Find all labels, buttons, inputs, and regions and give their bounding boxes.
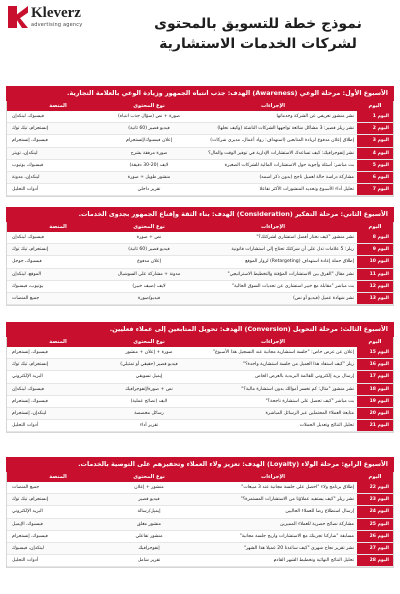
content-type-cell: لايف (20-30 دقيقة) bbox=[109, 159, 189, 171]
content-type-cell: فيديو قصير (حقيقي أو تمثيلي) bbox=[109, 359, 189, 371]
column-header-content-type: نوع المحتوى bbox=[109, 101, 189, 111]
table-row bbox=[7, 280, 393, 292]
day-cell: اليوم 5 bbox=[357, 159, 393, 171]
day-cell: اليوم 22 bbox=[357, 482, 393, 494]
column-header-procedure: الإجراءات bbox=[189, 472, 357, 482]
platform-cell: إنستجرام، تيك توك bbox=[7, 359, 109, 371]
column-header-platform: المنصة bbox=[7, 101, 109, 111]
table-row bbox=[7, 292, 393, 304]
procedure-cell: نشر ريلز "كيف يستفيد عملاؤنا من الاستشارات المستمرة؟" bbox=[189, 494, 357, 506]
column-header-platform: المنصة bbox=[7, 337, 109, 347]
platform-cell: إنستجرام، تيك توك bbox=[7, 123, 109, 135]
column-header-day: اليوم bbox=[357, 222, 393, 232]
table-row bbox=[7, 407, 393, 419]
table-row bbox=[7, 184, 393, 196]
content-type-cell: تقرير داخلي bbox=[109, 184, 189, 196]
platform-cell: لينكدإن، فيسبوك bbox=[7, 542, 109, 554]
content-type-cell: فيديو قصير (60 ثانية) bbox=[109, 244, 189, 256]
table-row bbox=[7, 159, 393, 171]
content-type-cell: إعلان فيسبوك/إنستجرام bbox=[109, 135, 189, 147]
procedure-cell: نشر ريلز قصير: 3 مشاكل شائعة تواجهها الشركات الناشئة (وكيف نحلها) bbox=[189, 123, 357, 135]
day-cell: اليوم 15 bbox=[357, 347, 393, 359]
platform-cell: جميع المنصات bbox=[7, 482, 109, 494]
procedure-cell: نشر مقال "الفرق بين الاستشارات المؤقتة والتخطيط الاستراتيجي" bbox=[189, 268, 357, 280]
stage-header: الأسبوع الثاني: مرحلة التفكير (Consideration) الهدف: بناء الثقة وإقناع الجمهور بجدوى الخدمات. bbox=[6, 207, 394, 222]
procedure-cell: إرسال استطلاع رضا للعملاء الحاليين bbox=[189, 506, 357, 518]
table-row bbox=[7, 555, 393, 567]
platform-cell: لينكدإن، تويتر bbox=[7, 147, 109, 159]
plan-table bbox=[7, 101, 393, 196]
day-cell: اليوم 8 bbox=[357, 232, 393, 244]
procedure-cell: إطلاق حملة إعادة استهداف (Retargeting) لزوار الموقع bbox=[189, 256, 357, 268]
day-cell: اليوم 7 bbox=[357, 184, 393, 196]
table-row bbox=[7, 482, 393, 494]
procedure-cell: نشر شهادة عميل (فيديو أو نص) bbox=[189, 292, 357, 304]
brand-name: Kleverz bbox=[31, 5, 81, 21]
content-type-cell: نص + صورة bbox=[109, 232, 189, 244]
procedure-cell: إعلان عن عرض خاص: "جلسة استشارية مجانية عند التسجيل هذا الأسبوع" bbox=[189, 347, 357, 359]
column-header-procedure: الإجراءات bbox=[189, 222, 357, 232]
table-row bbox=[7, 530, 393, 542]
day-cell: اليوم 16 bbox=[357, 359, 393, 371]
stage-header: الأسبوع الثالث: مرحلة التحويل (Conversion) الهدف: تحويل المتابعين إلى عملاء فعليين. bbox=[6, 322, 394, 337]
table-header-row bbox=[7, 101, 393, 111]
procedure-cell: ريلز: 5 علامات تدل على أن شركتك تحتاج إلى استشارات قانونية bbox=[189, 244, 357, 256]
procedure-cell: ريلز "كيف استفاد هذا العميل من جلسة استشارية واحدة؟" bbox=[189, 359, 357, 371]
content-type-cell: إعلان مدفوع bbox=[109, 256, 189, 268]
platform-cell: لينكدإن، مدونة bbox=[7, 171, 109, 183]
platform-cell: إنستجرام، تيك توك bbox=[7, 244, 109, 256]
platform-cell: فيسبوك، لينكدإن bbox=[7, 111, 109, 123]
stage-section bbox=[6, 457, 394, 568]
content-type-cell: إيميل تسويقي bbox=[109, 371, 189, 383]
table-row bbox=[7, 395, 393, 407]
header bbox=[0, 0, 400, 70]
platform-cell: فيسبوك، إنستجرام bbox=[7, 135, 109, 147]
stage-header: الأسبوع الأول: مرحلة الوعي (Awareness) الهدف: جذب انتباه الجمهور وزيادة الوعي بالعلامة التجارية. bbox=[6, 86, 394, 101]
procedure-cell: إرسال بريد إلكتروني للقائمة البريدية بالعرض الخاص bbox=[189, 371, 357, 383]
content-type-cell: فيديو قصير bbox=[109, 494, 189, 506]
column-header-procedure: الإجراءات bbox=[189, 337, 357, 347]
content-type-cell: صورة مرفقة بشرح bbox=[109, 147, 189, 159]
table-row bbox=[7, 347, 393, 359]
platform-cell: إنستجرام، تيك توك bbox=[7, 494, 109, 506]
table-row bbox=[7, 383, 393, 395]
table-header-row bbox=[7, 472, 393, 482]
platform-cell: أدوات التحليل bbox=[7, 420, 109, 432]
table-row bbox=[7, 244, 393, 256]
table-row bbox=[7, 111, 393, 123]
procedure-cell: إطلاق برنامج ولاء "احصل على جلسة مجانية عند 3 مبيعات" bbox=[189, 482, 357, 494]
day-cell: اليوم 1 bbox=[357, 111, 393, 123]
brand-tagline: advertising agency bbox=[31, 22, 83, 28]
content-type-cell: منشور مغلق bbox=[109, 518, 189, 530]
content-type-cell: رسائل مخصصة bbox=[109, 407, 189, 419]
day-cell: اليوم 23 bbox=[357, 494, 393, 506]
day-cell: اليوم 11 bbox=[357, 268, 393, 280]
content-type-cell: نص + صورة/إنفوجرافيك bbox=[109, 383, 189, 395]
content-type-cell: لايف (نصائح عملية) bbox=[109, 395, 189, 407]
content-type-cell: إنفوجرافيك bbox=[109, 542, 189, 554]
content-type-cell: منشور طويل + صورة bbox=[109, 171, 189, 183]
plan-table bbox=[7, 337, 393, 432]
day-cell: اليوم 2 bbox=[357, 123, 393, 135]
procedure-cell: تحليل أداء الأسبوع وتحديد المنشورات الأكثر تفاعلا bbox=[189, 184, 357, 196]
table-row bbox=[7, 371, 393, 383]
day-cell: اليوم 6 bbox=[357, 171, 393, 183]
table-row bbox=[7, 506, 393, 518]
column-header-content-type: نوع المحتوى bbox=[109, 472, 189, 482]
content-type-cell: صورة + نص (سؤال جذب انتباه) bbox=[109, 111, 189, 123]
platform-cell: الموقع، لينكدإن bbox=[7, 268, 109, 280]
content-type-cell: فيديو قصير (60 ثانية) bbox=[109, 123, 189, 135]
procedure-cell: بث مباشر "كيف تحصل على استشارة ناجحة؟" bbox=[189, 395, 357, 407]
column-header-day: اليوم bbox=[357, 472, 393, 482]
platform-cell: لينكدإن، إنستجرام bbox=[7, 407, 109, 419]
day-cell: اليوم 17 bbox=[357, 371, 393, 383]
table-row bbox=[7, 542, 393, 554]
day-cell: اليوم 10 bbox=[357, 256, 393, 268]
procedure-cell: نشر إنفوجرافيك: كيف تساعدك الاستشارات الإدارية في توفير الوقت والمال؟ bbox=[189, 147, 357, 159]
platform-cell: فيسبوك، لينكدإن bbox=[7, 383, 109, 395]
table-row bbox=[7, 256, 393, 268]
stage-section bbox=[6, 207, 394, 306]
stage-section bbox=[6, 322, 394, 433]
platform-cell: البريد الإلكتروني bbox=[7, 506, 109, 518]
content-type-cell: تقرير أداء bbox=[109, 420, 189, 432]
column-header-platform: المنصة bbox=[7, 472, 109, 482]
stage-header: الأسبوع الرابع: مرحلة الولاء (Loyalty) الهدف: تعزيز ولاء العملاء وتحفيزهم على التوصية بالخدمات. bbox=[6, 457, 394, 472]
procedure-cell: إطلاق إعلان مدفوع لزيادة المتابعين (استهداف: رواد أعمال، مديري شركات) bbox=[189, 135, 357, 147]
stage-section bbox=[6, 86, 394, 197]
page-title: نموذج خطة للتسويق بالمحتوى لشركات الخدمات الاستشارية bbox=[154, 16, 362, 52]
table-row bbox=[7, 359, 393, 371]
day-cell: اليوم 20 bbox=[357, 407, 393, 419]
table-row bbox=[7, 135, 393, 147]
platform-cell: يوتيوب، فيسبوك bbox=[7, 280, 109, 292]
day-cell: اليوم 25 bbox=[357, 518, 393, 530]
procedure-cell: مشاركة نصائح حصرية للعملاء المميزين bbox=[189, 518, 357, 530]
day-cell: اليوم 12 bbox=[357, 280, 393, 292]
content-type-cell: إيميل/رسالة bbox=[109, 506, 189, 518]
column-header-platform: المنصة bbox=[7, 222, 109, 232]
procedure-cell: نشر منشور تعريفي عن الشركة وخدماتها bbox=[189, 111, 357, 123]
kleverz-logo-icon bbox=[8, 6, 28, 28]
platform-cell: فيسبوك، يوتيوب bbox=[7, 159, 109, 171]
procedure-cell: بث مباشر "مقابلة مع خبير استشاري عن تحديات السوق الحالية" bbox=[189, 280, 357, 292]
table-header-row bbox=[7, 222, 393, 232]
day-cell: اليوم 27 bbox=[357, 542, 393, 554]
procedure-cell: مشاركة دراسة حالة لعميل ناجح (بدون ذكر اسمه) bbox=[189, 171, 357, 183]
column-header-procedure: الإجراءات bbox=[189, 101, 357, 111]
table-row bbox=[7, 268, 393, 280]
content-type-cell: منشور تفاعلي bbox=[109, 530, 189, 542]
column-header-content-type: نوع المحتوى bbox=[109, 337, 189, 347]
platform-cell: البريد الإلكتروني bbox=[7, 371, 109, 383]
content-type-cell: مدونة + مشاركة على السوشيال bbox=[109, 268, 189, 280]
day-cell: اليوم 18 bbox=[357, 383, 393, 395]
day-cell: اليوم 24 bbox=[357, 506, 393, 518]
day-cell: اليوم 3 bbox=[357, 135, 393, 147]
content-type-cell: لايف (ضيف خبير) bbox=[109, 280, 189, 292]
platform-cell: فيسبوك، إنستجرام bbox=[7, 347, 109, 359]
table-row bbox=[7, 518, 393, 530]
day-cell: اليوم 9 bbox=[357, 244, 393, 256]
procedure-cell: تحليل النتائج وتعديل الحملات bbox=[189, 420, 357, 432]
table-row bbox=[7, 171, 393, 183]
table-row bbox=[7, 147, 393, 159]
table-row bbox=[7, 232, 393, 244]
column-header-content-type: نوع المحتوى bbox=[109, 222, 189, 232]
day-cell: اليوم 19 bbox=[357, 395, 393, 407]
content-type-cell: فيديو/صورة bbox=[109, 292, 189, 304]
procedure-cell: مسابقة "شاركنا تجربتك مع الاستشارات واربح جلسة مجانية" bbox=[189, 530, 357, 542]
procedure-cell: متابعة العملاء المحتملين عبر الرسائل المباشرة bbox=[189, 407, 357, 419]
table-row bbox=[7, 420, 393, 432]
table-header-row bbox=[7, 337, 393, 347]
platform-cell: جميع المنصات bbox=[7, 292, 109, 304]
table-row bbox=[7, 123, 393, 135]
procedure-cell: نشر منشور "كيف تختار أفضل استشاري لشركتك؟" bbox=[189, 232, 357, 244]
day-cell: اليوم 28 bbox=[357, 555, 393, 567]
content-type-cell: منشور + إعلان bbox=[109, 482, 189, 494]
platform-cell: فيسبوك، إنستجرام bbox=[7, 530, 109, 542]
procedure-cell: نشر منشور "مثال: كم تخسر أموالك بدون استشارة مالية؟" bbox=[189, 383, 357, 395]
day-cell: اليوم 26 bbox=[357, 530, 393, 542]
column-header-day: اليوم bbox=[357, 101, 393, 111]
platform-cell: فيسبوك، الإيميل bbox=[7, 518, 109, 530]
column-header-day: اليوم bbox=[357, 337, 393, 347]
procedure-cell: تحليل النتائج النهائية وتخطيط الشهر القادم bbox=[189, 555, 357, 567]
day-cell: اليوم 13 bbox=[357, 292, 393, 304]
procedure-cell: بث مباشر: أسئلة وأجوبة حول الاستشارات المالية للشركات الصغيرة bbox=[189, 159, 357, 171]
platform-cell: أدوات التحليل bbox=[7, 184, 109, 196]
table-row bbox=[7, 494, 393, 506]
platform-cell: فيسبوك، لينكدإن bbox=[7, 232, 109, 244]
procedure-cell: نشر تقرير نجاح شهري "كيف ساعدنا 20 عميلا هذا الشهر" bbox=[189, 542, 357, 554]
day-cell: اليوم 21 bbox=[357, 420, 393, 432]
content-type-cell: صورة + إعلان + منشور bbox=[109, 347, 189, 359]
platform-cell: فيسبوك، جوجل bbox=[7, 256, 109, 268]
plan-table bbox=[7, 222, 393, 305]
platform-cell: فيسبوك، إنستجرام bbox=[7, 395, 109, 407]
platform-cell: أدوات التحليل bbox=[7, 555, 109, 567]
plan-table bbox=[7, 472, 393, 567]
brand-logo bbox=[8, 6, 82, 28]
day-cell: اليوم 4 bbox=[357, 147, 393, 159]
content-type-cell: تقرير شامل bbox=[109, 555, 189, 567]
